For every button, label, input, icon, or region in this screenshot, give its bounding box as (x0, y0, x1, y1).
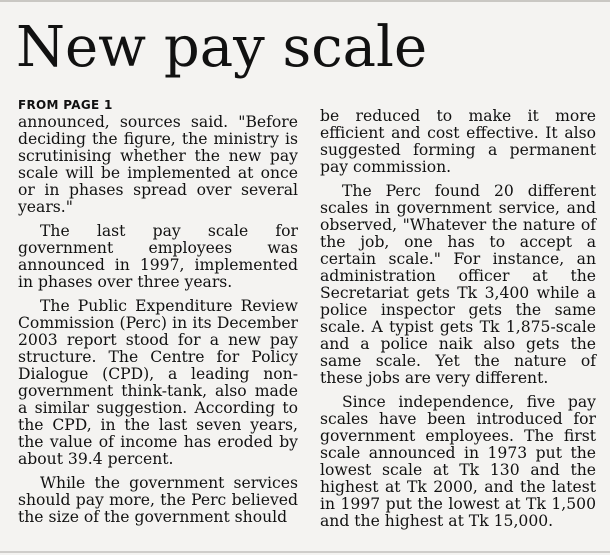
right-column (320, 108, 596, 537)
paragraph: announced, sources said. "Before deciding the figure, the ministry is scrutinising whether the new pay scale will be implemented at once or in phases spread over several years." (18, 113, 298, 216)
paragraph: The Public Expenditure Review Commission (Perc) in its December 2003 report stood for a new pay structure. The Centre for Policy Dialogue (CPD), a leading non-government think-tank, also made a similar suggestion. According to the CPD, in the last seven years, the value of income has eroded by about 39.4 percent. (18, 297, 298, 468)
paragraph: The last pay scale for government employees was announced in 1997, implemented in phases over three years. (18, 222, 298, 291)
headline: New pay scale (16, 15, 428, 80)
paragraph: The Perc found 20 different scales in government service, and observed, "Whatever the nature of the job, one has to accept a certain scale." For instance, an administration officer at the Secretariat gets Tk 3,400 while a police inspector gets the same scale. A typist gets Tk 1,875-scale and a police naik also gets the same scale. Yet the nature of these jobs are very different. (320, 182, 596, 387)
paragraph: While the government services should pay more, the Perc believed the size of the government should (18, 474, 298, 526)
paragraph: be reduced to make it more efficient and cost effective. It also suggested forming a permanent pay commission. (320, 107, 596, 176)
top-rule (0, 0, 610, 2)
bottom-rule (0, 551, 610, 553)
paragraph: Since independence, five pay scales have been introduced for government employees. The first scale announced in 1973 put the lowest scale at Tk 130 and the highest at Tk 2000, and the latest in 1997 put the lowest at Tk 1,500 and the highest at Tk 15,000. (320, 393, 596, 530)
left-column (18, 98, 298, 533)
continuation-kicker: FROM PAGE 1 (18, 98, 113, 112)
